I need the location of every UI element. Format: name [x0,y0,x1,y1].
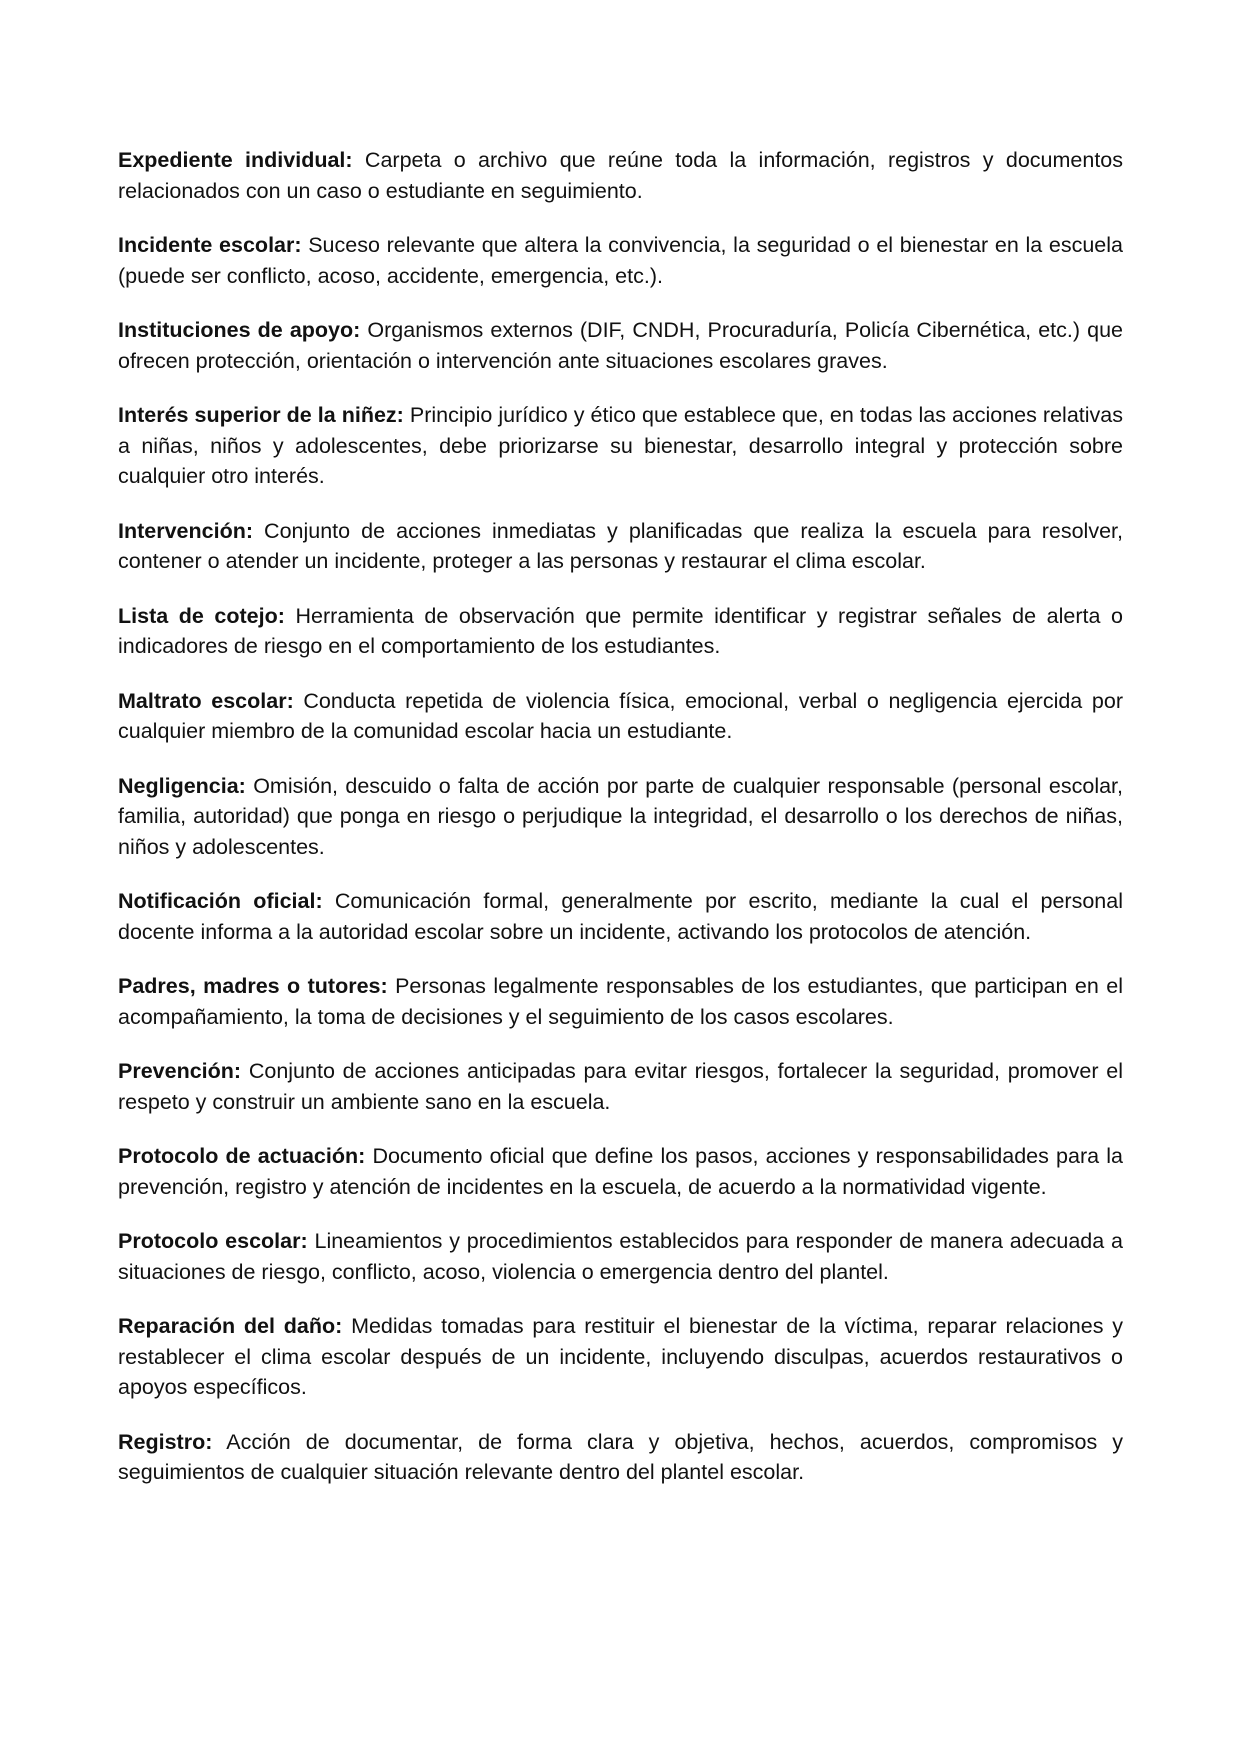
glossary-term: Maltrato escolar: [118,688,294,713]
glossary-term: Expediente individual: [118,148,353,172]
glossary-entry-notificacion-oficial [118,886,1123,947]
glossary-entry-protocolo-escolar [118,1226,1123,1287]
glossary-term: Registro: [118,1429,213,1454]
glossary-definition: Principio jurídico y ético que establece que, en todas las acciones relativas a niñas, niños y adolescentes, debe priorizarse su bienestar, desarrollo integral y protección sobre cualquier otro interés. [118,403,1123,488]
glossary-definition: Omisión, descuido o falta de acción por parte de cualquier responsable (personal escolar, familia, autoridad) que ponga en riesgo o perjudique la integridad, el desarrollo o los derechos de niñas, niños y adolescentes. [118,773,1123,859]
glossary-entry-intervencion [118,516,1123,577]
glossary-entry-incidente-escolar [118,230,1123,291]
glossary-definition: Conjunto de acciones inmediatas y planificadas que realiza la escuela para resolver, contener o atender un incidente, proteger a las personas y restaurar el clima escolar. [118,518,1123,573]
glossary-definition: Medidas tomadas para restituir el bienestar de la víctima, reparar relaciones y restablecer el clima escolar después de un incidente, incluyendo disculpas, acuerdos restaurativos o apoyos específicos. [118,1314,1123,1399]
glossary-entry-padres-madres-o-tutores [118,971,1123,1032]
glossary-definition: Organismos externos (DIF, CNDH, Procuraduría, Policía Cibernética, etc.) que ofrecen protección, orientación o intervención ante situaciones escolares graves. [118,318,1123,373]
glossary-definition: Carpeta o archivo que reúne toda la información, registros y documentos relacionados con un caso o estudiante en seguimiento. [118,148,1123,203]
glossary-entry-expediente-individual [118,145,1123,206]
glossary-term: Prevención: [118,1059,242,1083]
glossary-term: Intervención: [118,518,253,543]
glossary-term: Instituciones de apoyo: [118,318,361,342]
glossary-entry-instituciones-de-apoyo [118,315,1123,376]
glossary-definition: Conducta repetida de violencia física, emocional, verbal o negligencia ejercida por cualquier miembro de la comunidad escolar hacia un estudiante. [118,688,1123,743]
glossary-term: Padres, madres o tutores: [118,974,388,998]
glossary-term: Incidente escolar: [118,233,302,257]
glossary-term: Protocolo de actuación: [118,1144,366,1168]
glossary-entry-maltrato-escolar [118,686,1123,747]
glossary-definition: Acción de documentar, de forma clara y objetiva, hechos, acuerdos, compromisos y seguimientos de cualquier situación relevante dentro del plantel escolar. [118,1429,1123,1484]
glossary-entry-protocolo-de-actuacion [118,1141,1123,1202]
glossary-term: Lista de cotejo: [118,603,285,628]
glossary-page [118,145,1123,1512]
glossary-entry-registro [118,1427,1123,1488]
glossary-definition: Comunicación formal, generalmente por escrito, mediante la cual el personal docente informa a la autoridad escolar sobre un incidente, activando los protocolos de atención. [118,889,1123,944]
glossary-definition: Herramienta de observación que permite identificar y registrar señales de alerta o indicadores de riesgo en el comportamiento de los estudiantes. [118,603,1123,658]
glossary-term: Interés superior de la niñez: [118,403,404,427]
glossary-term: Protocolo escolar: [118,1229,308,1253]
glossary-term: Notificación oficial: [118,889,323,913]
glossary-term: Negligencia: [118,773,246,798]
glossary-entry-negligencia [118,771,1123,863]
glossary-definition: Suceso relevante que altera la convivencia, la seguridad o el bienestar en la escuela (puede ser conflicto, acoso, accidente, emergencia, etc.). [118,233,1123,288]
glossary-entry-interes-superior-de-la-ninez [118,400,1123,492]
glossary-entry-prevencion [118,1056,1123,1117]
glossary-definition: Personas legalmente responsables de los estudiantes, que participan en el acompañamiento, la toma de decisiones y el seguimiento de los casos escolares. [118,974,1123,1029]
glossary-definition: Lineamientos y procedimientos establecidos para responder de manera adecuada a situaciones de riesgo, conflicto, acoso, violencia o emergencia dentro del plantel. [118,1229,1124,1284]
glossary-entry-reparacion-del-dano [118,1311,1123,1403]
glossary-term: Reparación del daño: [118,1314,343,1338]
glossary-definition: Conjunto de acciones anticipadas para evitar riesgos, fortalecer la seguridad, promover el respeto y construir un ambiente sano en la escuela. [118,1059,1123,1114]
glossary-definition: Documento oficial que define los pasos, acciones y responsabilidades para la prevención, registro y atención de incidentes en la escuela, de acuerdo a la normatividad vigente. [118,1144,1123,1199]
glossary-entry-lista-de-cotejo [118,601,1123,662]
